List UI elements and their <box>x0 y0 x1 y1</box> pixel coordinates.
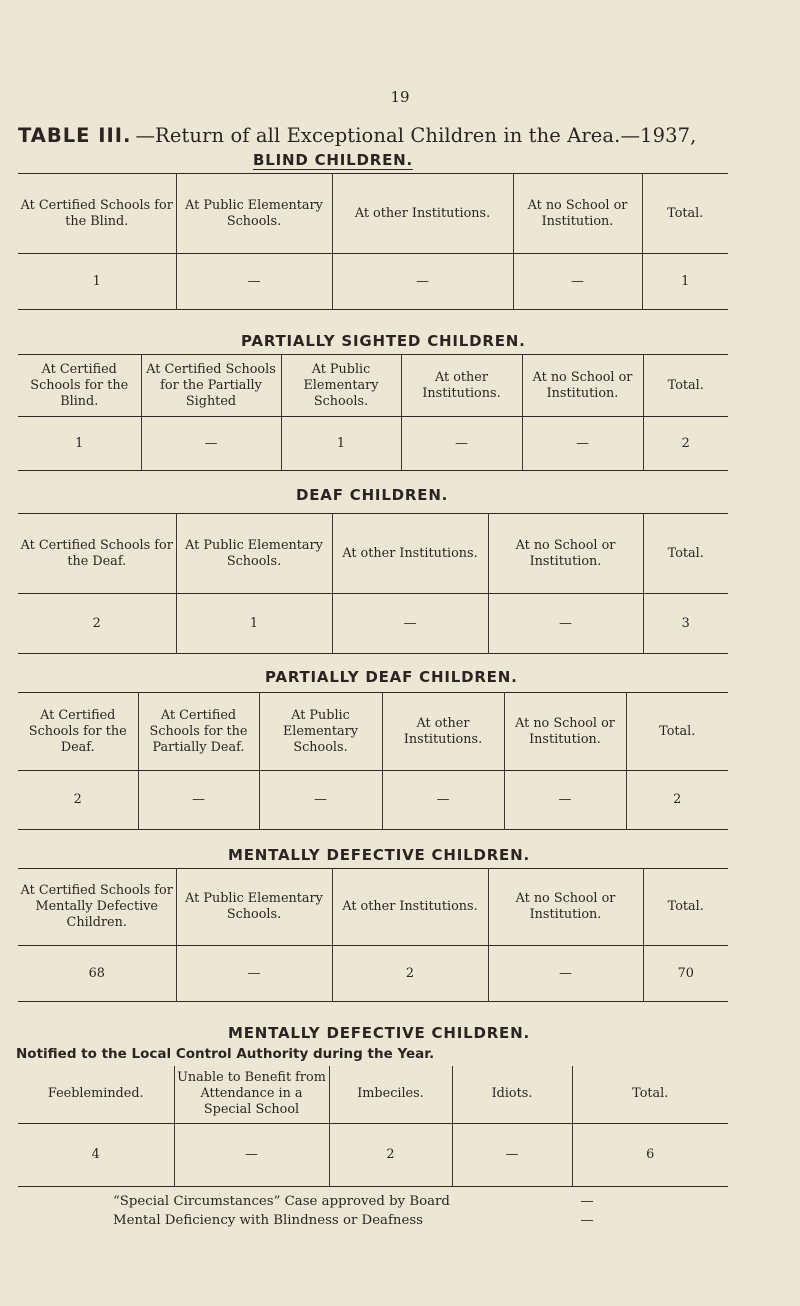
footer-note-special-circumstances <box>113 1194 601 1209</box>
table-cell: — <box>176 946 332 1002</box>
column-header: At Public Elementary Schools. <box>259 693 382 771</box>
table-cell: — <box>141 417 281 471</box>
table-cell: — <box>504 771 626 830</box>
table-cell: — <box>332 594 488 654</box>
table-notified-mentally-defective <box>18 1066 728 1187</box>
column-header: At no School or Institution. <box>522 355 643 417</box>
column-header: At Certified Schools for the Partially Deaf. <box>138 693 259 771</box>
column-header: Imbeciles. <box>329 1066 452 1123</box>
column-header: At no School or Institution. <box>488 514 643 594</box>
table-cell: — <box>176 254 332 310</box>
title-text: —Return of all Exceptional Children in the Area.—1937, <box>135 124 697 147</box>
column-header: At Public Elementary Schools. <box>176 514 332 594</box>
page-title <box>18 124 696 147</box>
section-subheading-notified: Notified to the Local Control Authority during the Year. <box>16 1046 435 1062</box>
table-cell: 2 <box>626 771 728 830</box>
column-header: At other Institutions. <box>332 174 513 254</box>
column-header: At no School or Institution. <box>504 693 626 771</box>
table-cell: 2 <box>332 946 488 1002</box>
column-header: At Certified Schools for the Blind. <box>18 174 176 254</box>
table-mentally-defective-children <box>18 868 728 1002</box>
footer-label: Mental Deficiency with Blindness or Deafness <box>113 1213 423 1228</box>
table-cell: — <box>382 771 504 830</box>
table-cell: — <box>513 254 642 310</box>
table-cell: 1 <box>176 594 332 654</box>
column-header: At other Institutions. <box>382 693 504 771</box>
column-header: At no School or Institution. <box>513 174 642 254</box>
section-heading-mentally-defective-notified: MENTALLY DEFECTIVE CHILDREN. <box>228 1024 530 1042</box>
column-header: At Certified Schools for the Deaf. <box>18 514 176 594</box>
section-heading-mentally-defective: MENTALLY DEFECTIVE CHILDREN. <box>228 846 530 864</box>
table-cell: 2 <box>643 417 728 471</box>
section-heading-blind: BLIND CHILDREN. <box>253 151 414 169</box>
table-cell: 2 <box>329 1123 452 1186</box>
table-cell: 68 <box>88 965 105 981</box>
column-header: At Public Elementary Schools. <box>176 869 332 946</box>
table-cell: 70 <box>643 946 728 1002</box>
section-heading-partially-deaf: PARTIALLY DEAF CHILDREN. <box>265 668 518 686</box>
table-cell: 1 <box>281 417 401 471</box>
column-header: At Certified Schools for the Blind. <box>18 355 141 417</box>
column-header: Total. <box>643 355 728 417</box>
table-deaf-children <box>18 513 728 654</box>
table-cell: 1 <box>92 273 101 289</box>
footer-note-mental-deficiency <box>113 1213 601 1228</box>
section-heading-deaf: DEAF CHILDREN. <box>296 486 449 504</box>
page-number: 19 <box>390 88 410 106</box>
table-cell: — <box>401 417 522 471</box>
column-header: At Public Elementary Schools. <box>281 355 401 417</box>
footer-label: “Special Circumstances” Case approved by Board <box>113 1194 450 1209</box>
column-header: Total. <box>643 869 728 946</box>
column-header: At other Institutions. <box>332 514 488 594</box>
table-cell: 2 <box>73 792 82 807</box>
table-partially-sighted-children <box>18 354 728 471</box>
table-cell: 4 <box>91 1146 100 1162</box>
table-cell: 3 <box>643 594 728 654</box>
table-partially-deaf-children <box>18 692 728 830</box>
table-cell: — <box>522 417 643 471</box>
column-header: At Certified Schools for the Deaf. <box>18 693 138 771</box>
column-header: At Public Elementary Schools. <box>176 174 332 254</box>
footer-value: — <box>580 1194 594 1209</box>
table-cell: — <box>174 1123 329 1186</box>
table-cell: — <box>488 594 643 654</box>
footer-value: — <box>580 1213 594 1228</box>
column-header: Feebleminded. <box>18 1066 174 1123</box>
section-heading-partially-sighted: PARTIALLY SIGHTED CHILDREN. <box>241 332 526 350</box>
column-header: Total. <box>626 693 728 771</box>
column-header: At other Institutions. <box>332 869 488 946</box>
column-header: Total. <box>572 1066 728 1123</box>
table-cell: — <box>488 946 643 1002</box>
table-cell: — <box>138 771 259 830</box>
column-header: At Certified Schools for Mentally Defective Children. <box>18 869 176 946</box>
table-label: TABLE III. <box>18 124 132 147</box>
table-blind-children <box>18 173 728 310</box>
table-cell: — <box>452 1123 572 1186</box>
column-header: Total. <box>642 174 728 254</box>
column-header: At no School or Institution. <box>488 869 643 946</box>
table-cell: 2 <box>92 615 101 631</box>
table-cell: 6 <box>572 1123 728 1186</box>
table-cell: 1 <box>75 435 84 451</box>
column-header: Total. <box>643 514 728 594</box>
table-cell: 1 <box>642 254 728 310</box>
column-header: Idiots. <box>452 1066 572 1123</box>
column-header: At other Institutions. <box>401 355 522 417</box>
column-header: At Certified Schools for the Partially Sighted <box>141 355 281 417</box>
table-cell: — <box>259 771 382 830</box>
column-header: Unable to Benefit from Attendance in a Special School <box>174 1066 329 1123</box>
table-cell: — <box>332 254 513 310</box>
